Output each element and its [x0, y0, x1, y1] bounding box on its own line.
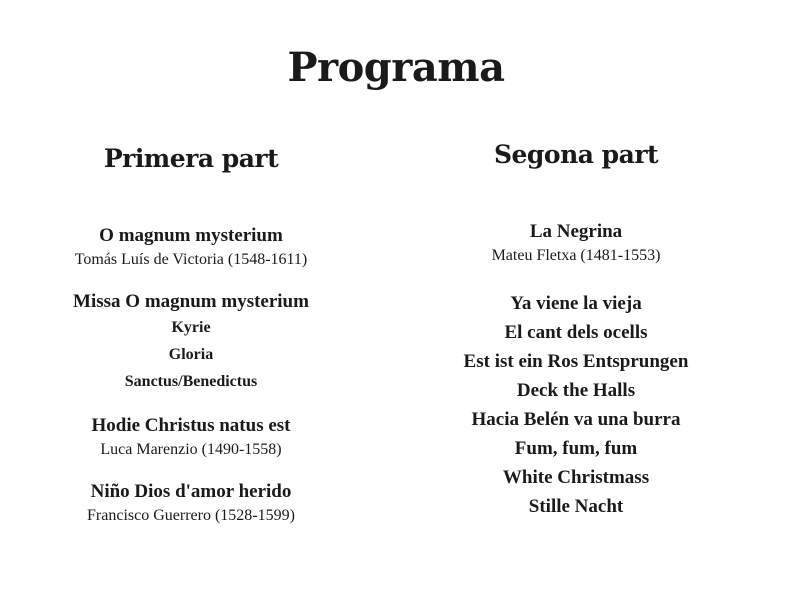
mass-movement: Kyrie: [171, 319, 211, 336]
song-list: [430, 289, 722, 521]
program-piece: [30, 223, 352, 271]
program-piece: [30, 289, 352, 395]
song-title: Est ist ein Ros Entsprungen: [463, 351, 689, 372]
program-piece: [30, 413, 352, 461]
piece-title: Missa O magnum mysterium: [73, 291, 309, 312]
piece-composer: Luca Marenzio (1490-1558): [100, 441, 282, 458]
first-part-heading: Primera part: [103, 144, 279, 173]
first-part-column: [30, 136, 352, 527]
piece-title: Hodie Christus natus est: [91, 415, 291, 436]
song-title: White Christmass: [502, 467, 650, 488]
piece-title: La Negrina: [529, 221, 623, 242]
song-title: El cant dels ocells: [504, 322, 648, 343]
piece-composer: Mateu Fletxa (1481-1553): [491, 247, 661, 264]
second-part-heading: Segona part: [493, 140, 659, 169]
page-title: Programa: [287, 44, 505, 91]
mass-movement: Sanctus/Benedictus: [124, 373, 258, 390]
piece-title: Niño Dios d'amor herido: [90, 481, 292, 502]
mass-movement: Gloria: [168, 346, 214, 363]
piece-composer: Tomás Luís de Victoria (1548-1611): [74, 251, 308, 268]
second-part-column: [430, 136, 722, 521]
song-title: Stille Nacht: [528, 496, 624, 517]
song-title: Hacia Belén va una burra: [471, 409, 681, 430]
song-title: Ya viene la vieja: [510, 293, 642, 314]
song-title: Fum, fum, fum: [514, 438, 638, 459]
program-piece: [430, 219, 722, 267]
program-piece: [30, 479, 352, 527]
song-title: Deck the Halls: [516, 380, 636, 401]
piece-title: O magnum mysterium: [99, 225, 283, 246]
piece-composer: Francisco Guerrero (1528-1599): [87, 507, 295, 524]
